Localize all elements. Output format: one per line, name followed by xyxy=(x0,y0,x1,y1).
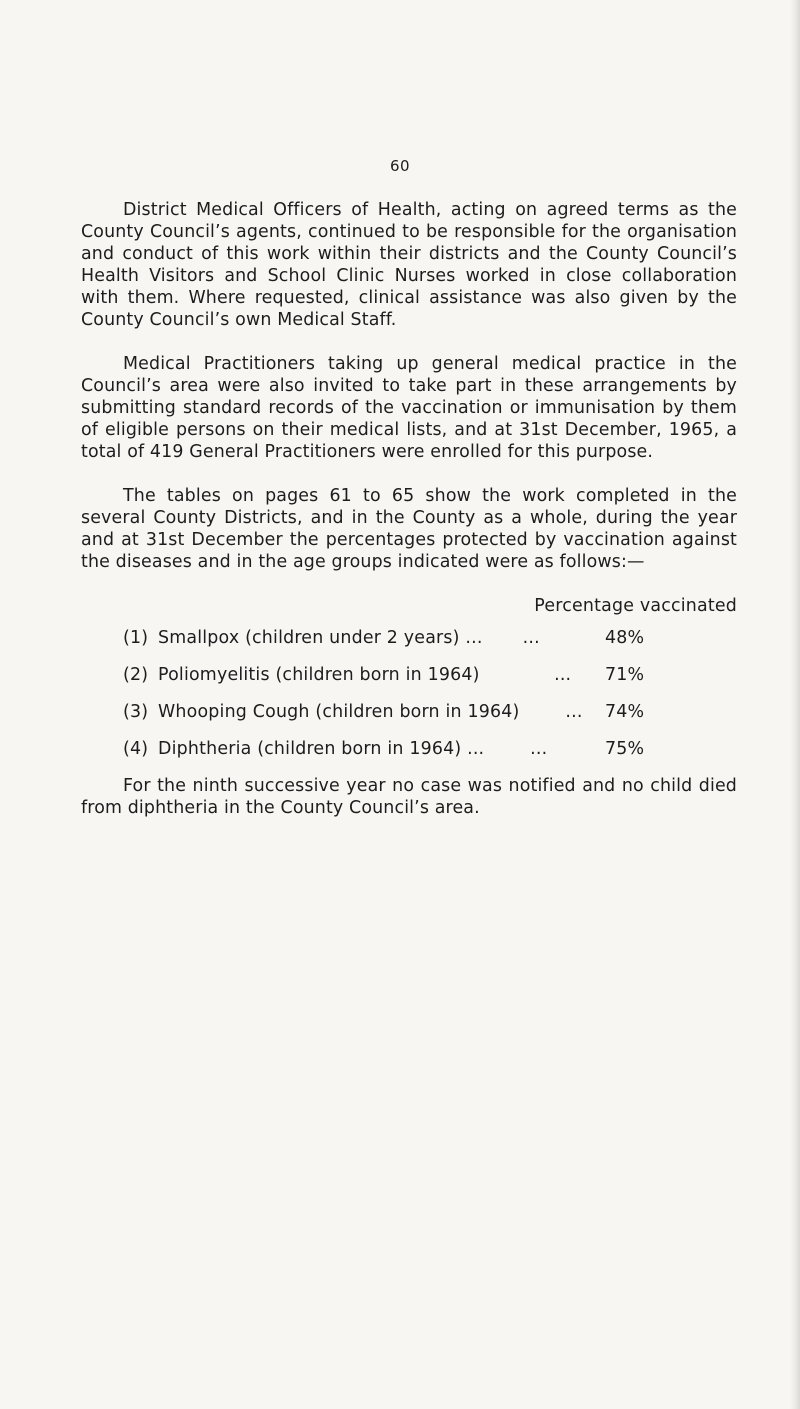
paragraph-medical-practitioners: Medical Practitioners taking up general medical practice in the Council’s area were also invited to take part in these arrangements by submitting standard records of the vaccination or immunisation by them of eligible persons on their medical lists, and at 31st December, 1965, a total of 419 General Practitioners were enrolled for this purpose. xyxy=(81,354,737,462)
row-label: Diphtheria (children born in 1964) ... ... xyxy=(158,739,548,759)
table-row xyxy=(81,664,737,686)
dot-leader: ... xyxy=(484,739,548,759)
document-body xyxy=(81,199,737,841)
row-value: 74% xyxy=(605,702,645,722)
row-value: 75% xyxy=(605,739,645,759)
row-number: (2) xyxy=(123,665,149,685)
dot-leader: ... xyxy=(519,702,583,722)
paragraph-district-officers: District Medical Officers of Health, acting on agreed terms as the County Council’s agents, continued to be responsible for the organisation and conduct of this work within their districts and the County Council’s Health Visitors and School Clinic Nurses worked in close collaboration with them. Where requested, clinical assistance was also given by the County Council’s own Medical Staff. xyxy=(81,200,737,330)
paragraph-tables-intro: The tables on pages 61 to 65 show the work completed in the several County Districts, and in the County as a whole, during the year and at 31st December the percentages protected by vaccination against the diseases and in the age groups indicated were as follows:— xyxy=(81,486,737,572)
dot-leader: ... xyxy=(479,665,572,685)
row-number: (1) xyxy=(123,628,149,648)
row-value: 71% xyxy=(605,665,645,685)
paragraph-diphtheria-closing: For the ninth successive year no case was notified and no child died from diphtheria in the County Council’s area. xyxy=(81,776,737,818)
dot-leader: ... ... xyxy=(459,628,540,648)
table-row xyxy=(81,627,737,649)
row-number: (3) xyxy=(123,702,149,722)
page-number: 60 xyxy=(389,157,411,175)
page-edge-shadow xyxy=(790,0,800,1409)
table-header: Percentage vaccinated xyxy=(534,596,737,616)
table-row xyxy=(81,701,737,723)
row-label: Poliomyelitis (children born in 1964) ... xyxy=(158,665,572,685)
row-label: Whooping Cough (children born in 1964) ... xyxy=(158,702,583,722)
vaccination-table xyxy=(81,595,737,760)
row-label: Smallpox (children under 2 years) ... ... xyxy=(158,628,540,648)
row-value: 48% xyxy=(605,628,645,648)
table-row xyxy=(81,738,737,760)
row-number: (4) xyxy=(123,739,149,759)
